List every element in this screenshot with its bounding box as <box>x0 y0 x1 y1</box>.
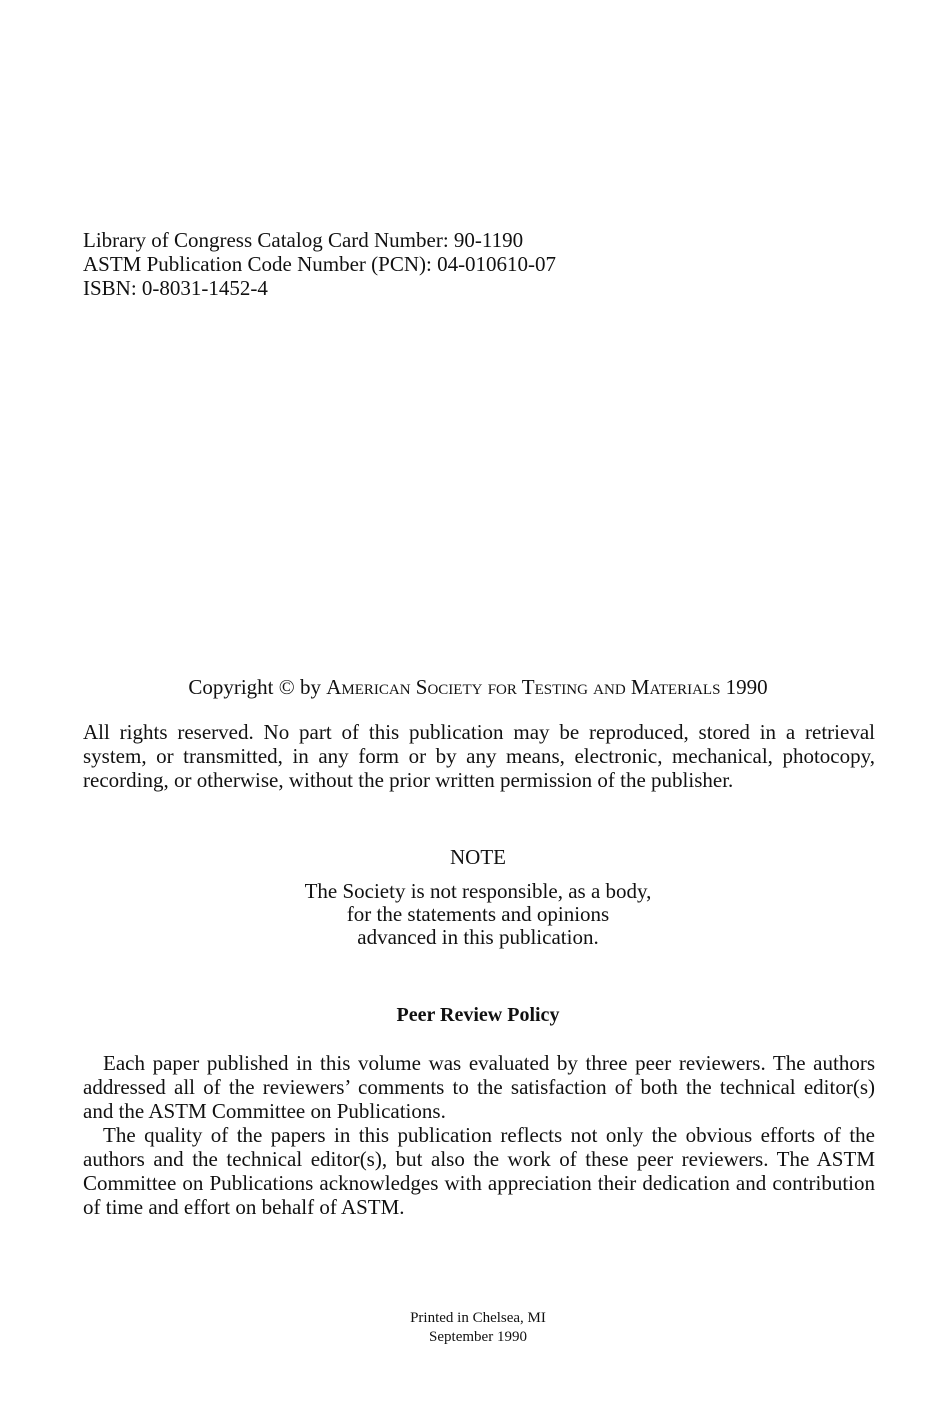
publication-code-number: ASTM Publication Code Number (PCN): 04-010610-07 <box>83 252 557 276</box>
copyright-organization: American Society for Testing and Materials <box>326 675 721 699</box>
catalog-card-number: Library of Congress Catalog Card Number: 90-1190 <box>83 228 524 252</box>
peer-review-line: Each paper published in this volume was evaluated by three peer reviewers. The authors <box>103 1051 875 1075</box>
isbn: ISBN: 0-8031-1452-4 <box>83 276 268 300</box>
rights-statement <box>83 720 875 792</box>
peer-review-line: authors and the technical editor(s), but also the work of these peer reviewers. The ASTM <box>83 1147 875 1171</box>
note-section <box>83 846 873 949</box>
note-line: for the statements and opinions <box>346 902 610 926</box>
copyright-prefix: Copyright © by <box>188 675 327 699</box>
copyright-year: 1990 <box>720 675 768 699</box>
peer-review-line: of time and effort on behalf of ASTM. <box>83 1195 405 1219</box>
copyright-line <box>83 675 873 699</box>
note-line: advanced in this publication. <box>357 925 599 949</box>
peer-review-line: addressed all of the reviewers’ comments to the satisfaction of both the technical editor(s) <box>83 1075 875 1099</box>
printed-date: September 1990 <box>429 1329 527 1345</box>
rights-line: system, or transmitted, in any form or by any means, electronic, mechanical, photocopy, <box>83 744 875 768</box>
rights-line: All rights reserved. No part of this publication may be reproduced, stored in a retrieval <box>83 720 875 744</box>
printed-place: Printed in Chelsea, MI <box>410 1310 546 1326</box>
peer-review-line: and the ASTM Committee on Publications. <box>83 1099 446 1123</box>
peer-review-body <box>83 1051 875 1219</box>
note-title: NOTE <box>450 845 506 869</box>
printed-info <box>83 1309 873 1347</box>
note-line: The Society is not responsible, as a body, <box>304 879 652 903</box>
catalog-info <box>83 228 883 300</box>
rights-line: recording, or otherwise, without the prior written permission of the publisher. <box>83 768 734 792</box>
peer-review-line: Committee on Publications acknowledges with appreciation their dedication and contribution <box>83 1171 875 1195</box>
peer-review-line: The quality of the papers in this publication reflects not only the obvious efforts of the <box>103 1123 875 1147</box>
peer-review-title: Peer Review Policy <box>396 1004 560 1026</box>
